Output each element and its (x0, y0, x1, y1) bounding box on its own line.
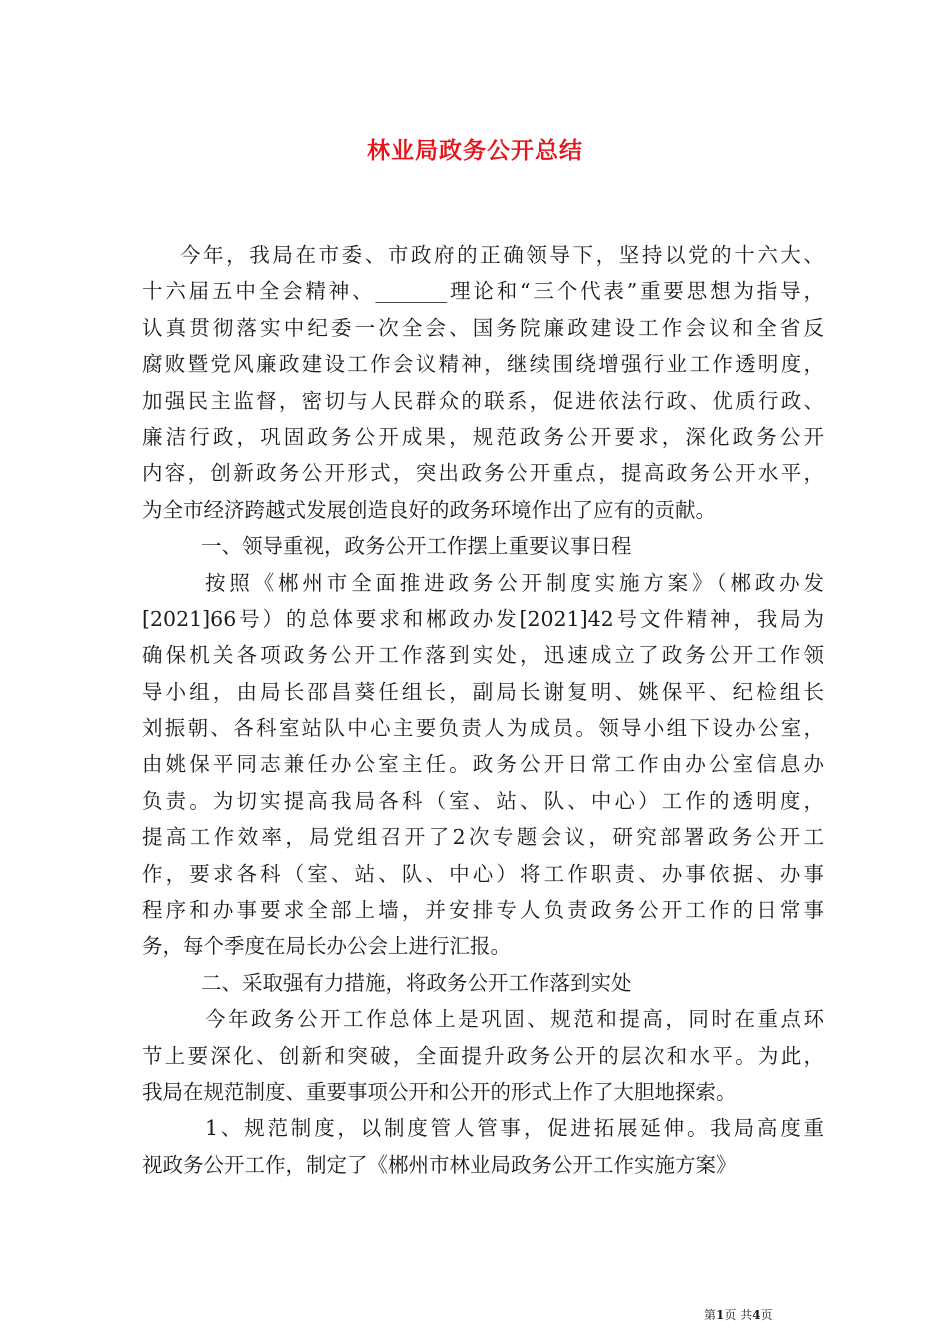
footer-prefix: 第 (704, 1308, 717, 1322)
paragraph-line: 为全市经济跨越式发展创造良好的政务环境作出了应有的贡献。 (142, 497, 716, 522)
paragraph-line: 认真贯彻落实中纪委一次全会、国务院廉政建设工作会议和全省反 (142, 315, 824, 340)
paragraph-line: 程序和办事要求全部上墙，并安排专人负责政务公开工作的日常事 (142, 898, 824, 923)
paragraph-line: 二、采取强有力措施，将政务公开工作落到实处 (201, 970, 632, 995)
paragraph-line: 十六届五中全会精神、_______理论和“三个代表”重要思想为指导， (142, 279, 824, 304)
document-body (142, 237, 824, 1183)
document-title: 林业局政务公开总结 (367, 137, 583, 164)
paragraph-line: 腐败暨党风廉政建设工作会议精神，继续围绕增强行业工作透明度， (142, 352, 824, 377)
paragraph-line: 节上要深化、创新和突破，全面提升政务公开的层次和水平。为此， (142, 1043, 824, 1068)
footer-middle: 页 共 (724, 1308, 753, 1322)
paragraph-line: 一、领导重视，政务公开工作摆上重要议事日程 (201, 534, 632, 559)
paragraph-line: 确保机关各项政务公开工作落到实处，迅速成立了政务公开工作领 (142, 643, 824, 668)
paragraph-line: 视政务公开工作，制定了《郴州市林业局政务公开工作实施方案》 (142, 1152, 737, 1177)
paragraph-line: 我局在规范制度、重要事项公开和公开的形式上作了大胆地探索。 (142, 1079, 737, 1104)
footer-suffix: 页 (760, 1308, 773, 1322)
paragraph-line: 作，要求各科（室、站、队、中心）将工作职责、办事依据、办事 (142, 861, 824, 886)
paragraph-line: 提高工作效率，局党组召开了2次专题会议，研究部署政务公开工 (142, 825, 824, 850)
paragraph-line: 由姚保平同志兼任办公室主任。政务公开日常工作由办公室信息办 (142, 752, 824, 777)
paragraph-line: [2021]66号）的总体要求和郴政办发[2021]42号文件精神，我局为 (142, 606, 824, 631)
page-footer (704, 1306, 814, 1323)
paragraph-line: 导小组，由局长邵昌葵任组长，副局长谢复明、姚保平、纪检组长 (142, 679, 824, 704)
footer-total-pages: 4 (752, 1308, 761, 1322)
paragraph-line: 负责。为切实提高我局各科（室、站、队、中心）工作的透明度， (142, 788, 824, 813)
paragraph-line: 今年，我局在市委、市政府的正确领导下，坚持以党的十六大、 (180, 243, 824, 267)
paragraph-line: 务，每个季度在局长办公会上进行汇报。 (142, 934, 511, 959)
paragraph-line: 1、规范制度，以制度管人管事，促进拓展延伸。我局高度重 (205, 1116, 824, 1141)
paragraph-line: 今年政务公开工作总体上是巩固、规范和提高，同时在重点环 (205, 1007, 824, 1032)
footer-page-number: 1 (716, 1308, 725, 1322)
paragraph-line: 按照《郴州市全面推进政务公开制度实施方案》（郴政办发 (205, 570, 824, 595)
paragraph-line: 内容，创新政务公开形式，突出政务公开重点，提高政务公开水平， (142, 461, 824, 486)
paragraph-line: 廉洁行政，巩固政务公开成果，规范政务公开要求，深化政务公开 (142, 424, 824, 449)
paragraph-line: 刘振朝、各科室站队中心主要负责人为成员。领导小组下设办公室， (142, 716, 824, 741)
paragraph-line: 加强民主监督，密切与人民群众的联系，促进依法行政、优质行政、 (142, 388, 824, 413)
